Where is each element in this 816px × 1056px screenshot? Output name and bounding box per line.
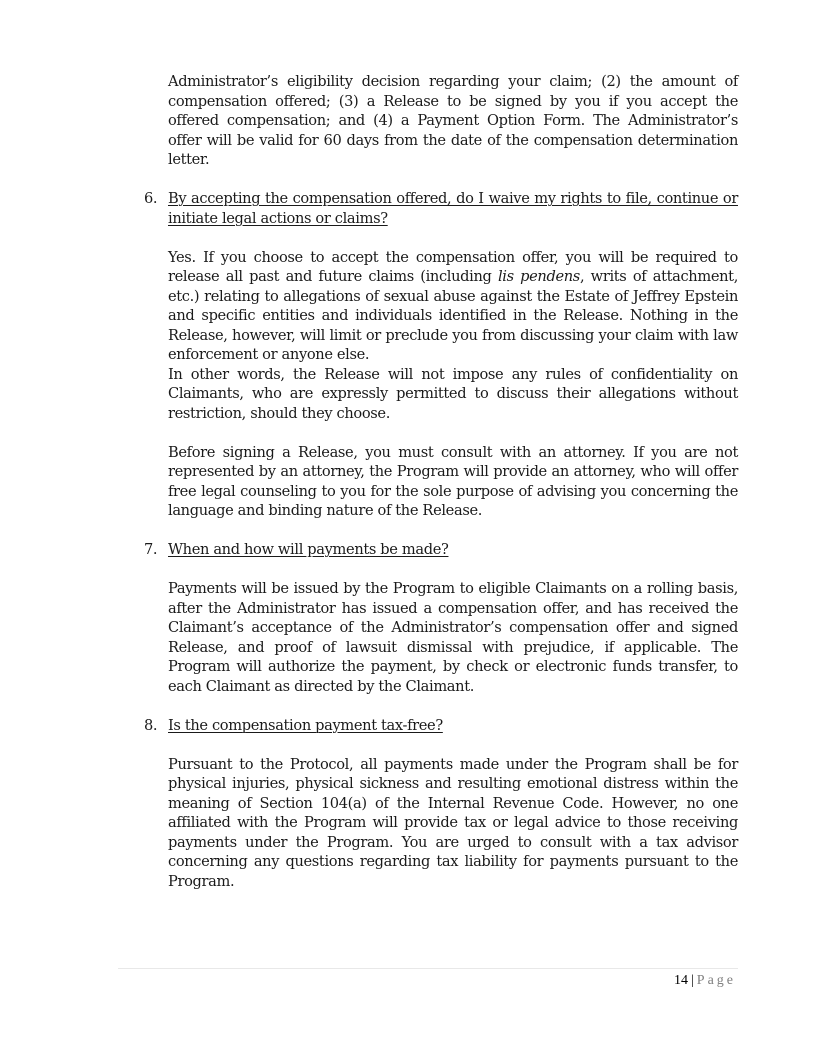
faq-item-8	[144, 716, 738, 892]
intro-paragraph: Administrator’s eligibility decision regarding your claim; (2) the amount of compensation offered; (3) a Release to be signed by you if you accept the offered compensation; and (4) a Payment Option Form. The Administrator’s offer will be valid for 60 days from the date of the compensation determination letter.	[168, 73, 738, 168]
item-paragraph	[168, 248, 738, 365]
faq-item-heading	[144, 540, 738, 560]
page-number: 14	[673, 973, 688, 988]
item-paragraph: In other words, the Release will not impose any rules of confidentiality on Claimants, who are expressly permitted to discuss their allegations without restriction, should they choose.	[168, 365, 738, 422]
page-label: Page	[696, 973, 736, 988]
item-paragraph: Pursuant to the Protocol, all payments made under the Program shall be for physical injuries, physical sickness and resulting emotional distress within the meaning of Section 104(a) of the Internal Revenue Code. However, no one affiliated with the Program will provide tax or legal advice to those receiving payments under the Program. You are urged to consult with a tax advisor concerning any questions regarding tax liability for payments pursuant to the Program.	[168, 755, 738, 890]
footer-divider	[118, 968, 738, 969]
item-question: When and how will payments be made?	[168, 541, 449, 558]
item-question: By accepting the compensation offered, do I waive my rights to file, continue or initiate legal actions or claims?	[168, 190, 738, 227]
page-separator: |	[690, 973, 694, 988]
item-number: 7.	[144, 541, 158, 558]
item-question: Is the compensation payment tax-free?	[168, 716, 443, 734]
faq-item-heading	[144, 189, 738, 228]
paragraph-text: , writs of attachment, etc.) relating to allegations of sexual abuse against the Estate of Jeffrey Epstein and specific entities and individuals identified in the Release. Nothing in the Release, however, will limit or preclude you from discussing your claim with law enforcement or anyone else.	[168, 268, 738, 363]
item-paragraph: Payments will be issued by the Program to eligible Claimants on a rolling basis, after the Administrator has issued a compensation offer, and has received the Claimant’s acceptance of the Administrator’s compensation offer and signed Release, and proof of lawsuit dismissal with prejudice, if applicable. The Program will authorize the payment, by check or electronic funds transfer, to each Claimant as directed by the Claimant.	[168, 580, 738, 695]
faq-item-6	[144, 189, 738, 521]
faq-item-heading	[144, 716, 738, 736]
document-body	[144, 72, 738, 891]
item-number: 8.	[144, 716, 158, 734]
paragraph-text: Yes. If you choose to accept the compensation offer, you will be required to release all past and future claims (including	[168, 248, 738, 285]
faq-item-7	[144, 540, 738, 696]
item-paragraph: Before signing a Release, you must consult with an attorney. If you are not represented by an attorney, the Program will provide an attorney, who will offer free legal counseling to you for the sole purpose of advising you concerning the language and binding nature of the Release.	[168, 443, 738, 519]
italic-term: lis pendens	[497, 268, 580, 285]
item-number: 6.	[144, 190, 158, 207]
page-footer	[674, 972, 736, 990]
